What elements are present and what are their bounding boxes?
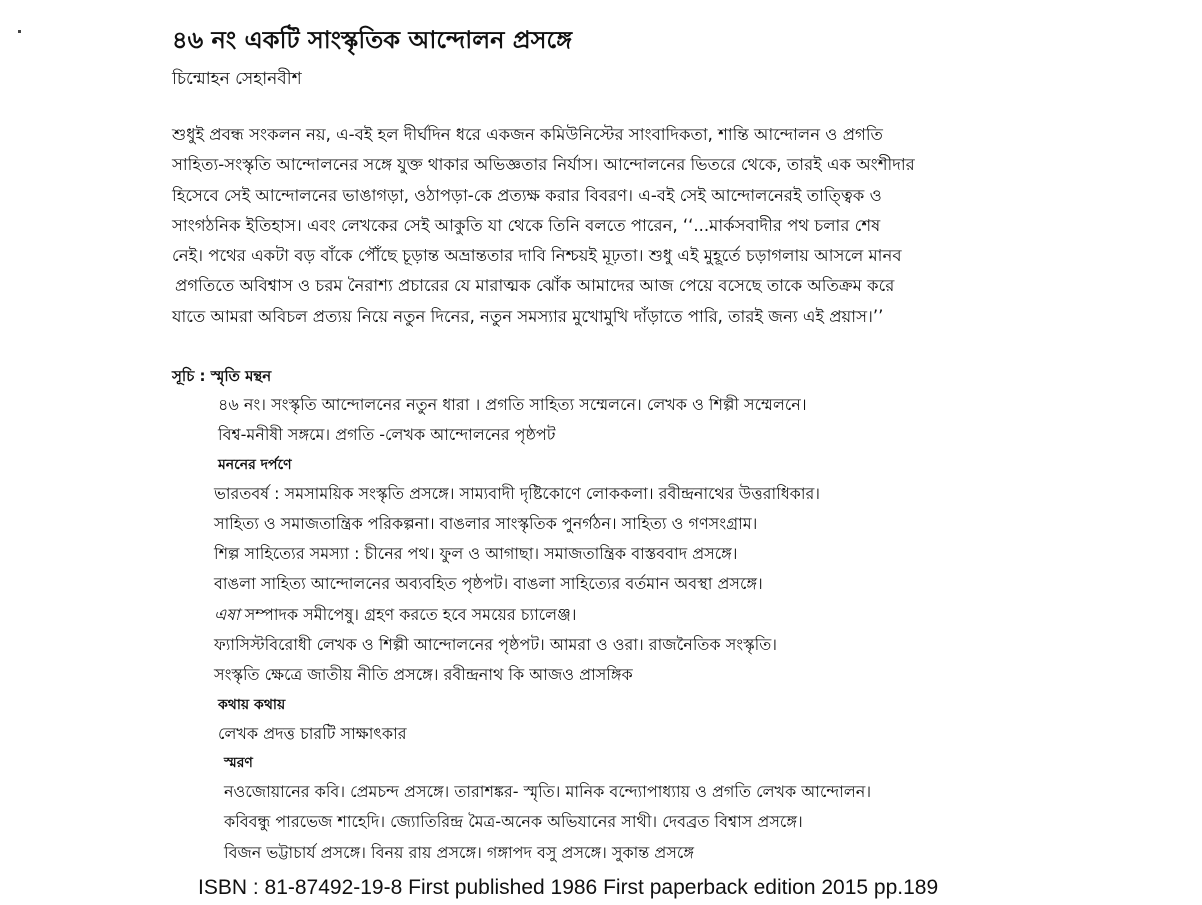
author-name: চিন্মোহন সেহানবীশ: [172, 69, 302, 89]
table-of-contents: [172, 362, 1032, 868]
toc-line: সংস্কৃতি ক্ষেত্রে জাতীয় নীতি প্রসঙ্গে। রবীন্দ্রনাথ কি আজও প্রাসঙ্গিক: [214, 665, 633, 685]
toc-section-interviews: [218, 691, 1032, 749]
paragraph-line: প্রগতিতে অবিশ্বাস ও চরম নৈরাশ্য প্রচারের যে মারাত্মক ঝোঁক আমাদের আজ পেয়ে বসেছে তাকে অতিক্রম করে: [175, 276, 895, 296]
paragraph-line: শুধুই প্রবন্ধ সংকলন নয়, এ-বই হল দীর্ঘদিন ধরে একজন কমিউনিস্টের সাংবাদিকতা, শান্তি আন্দোলন ও প্রগতি: [172, 125, 883, 144]
toc-line: বাঙলা সাহিত্য আন্দোলনের অব্যবহিত পৃষ্ঠপট। বাঙলা সাহিত্যের বর্তমান অবস্থা প্রসঙ্গে।: [214, 574, 763, 594]
toc-line: ৪৬ নং। সংস্কৃতি আন্দোলনের নতুন ধারা । প্রগতি সাহিত্য সম্মেলনে। লেখক ও শিল্পী সম্মেলনে।: [218, 395, 807, 414]
toc-section-remembrance: [224, 749, 1032, 868]
section-heading: মননের দর্পণে: [218, 456, 292, 473]
italic-prefix: এষা: [214, 604, 245, 624]
section-heading: কথায় কথায়: [218, 696, 286, 713]
isbn-footer: ISBN : 81-87492-19-8 First published 1986 First paperback edition 2015 pp.189: [198, 876, 939, 899]
scan-dot: [18, 30, 21, 33]
toc-line: শিল্প সাহিত্যের সমস্যা : চীনের পথ। ফুল ও আগাছা। সমাজতান্ত্রিক বাস্তববাদ প্রসঙ্গে।: [214, 544, 738, 564]
toc-line: বিজন ভট্টাচার্য প্রসঙ্গে। বিনয় রায় প্রসঙ্গে। গঙ্গাপদ বসু প্রসঙ্গে। সুকান্ত প্রসঙ্গে: [224, 842, 694, 862]
toc-line: বিশ্ব-মনীষী সঙ্গমে। প্রগতি -লেখক আন্দোলনের পৃষ্ঠপট: [218, 425, 556, 445]
section-heading: স্মরণ: [224, 754, 253, 771]
description-paragraph: [172, 120, 1032, 332]
toc-section-memory: [218, 390, 1032, 451]
toc-section-reflection: [214, 451, 1032, 691]
toc-line: ভারতবর্ষ : সমসাময়িক সংস্কৃতি প্রসঙ্গে। সাম্যবাদী দৃষ্টিকোণে লোককলা। রবীন্দ্রনাথের উত্তরাধিকার।: [214, 483, 821, 503]
toc-line-text: সম্পাদক সমীপেষু। গ্রহণ করতে হবে সময়ের চ্যালেঞ্জ।: [244, 604, 577, 624]
toc-line: [214, 600, 1032, 630]
toc-line: সাহিত্য ও সমাজতান্ত্রিক পরিকল্পনা। বাঙলার সাংস্কৃতিক পুনর্গঠন। সাহিত্য ও গণসংগ্রাম।: [214, 513, 758, 533]
paragraph-line: নেই। পথের একটা বড় বাঁকে পৌঁছে চূড়ান্ত অভ্রান্ততার দাবি নিশ্চয়ই মূঢ়তা। শুধু এই মুহূর্তে চড়াগলায় আসলে মানব: [172, 246, 902, 266]
paragraph-line: হিসেবে সেই আন্দোলনের ভাঙাগড়া, ওঠাপড়া-কে প্রত্যক্ষ করার বিবরণ। এ-বই সেই আন্দোলনেরই তাত্ত্বিক ও: [172, 185, 882, 205]
toc-line: কবিবন্ধু পারভেজ শাহেদি। জ্যোতিরিন্দ্র মৈত্র-অনেক অভিযানের সাথী। দেবব্রত বিশ্বাস প্রসঙ্গে।: [224, 812, 803, 832]
toc-line: নওজোয়ানের কবি। প্রেমচন্দ প্রসঙ্গে। তারাশঙ্কর- স্মৃতি। মানিক বন্দ্যোপাধ্যায় ও প্রগতি লেখক আন্দোলন।: [224, 781, 872, 801]
toc-line: লেখক প্রদত্ত চারটি সাক্ষাৎকার: [218, 723, 407, 743]
toc-line: ফ্যাসিস্টবিরোধী লেখক ও শিল্পী আন্দোলনের পৃষ্ঠপট। আমরা ও ওরা। রাজনৈতিক সংস্কৃতি।: [214, 635, 777, 655]
paragraph-line: সাংগঠনিক ইতিহাস। এবং লেখকের সেই আকুতি যা থেকে তিনি বলতে পারেন, ‘‘...মার্কসবাদীর পথ চলার শেষ: [172, 215, 881, 235]
page-title: ৪৬ নং একটি সাংস্কৃতিক আন্দোলন প্রসঙ্গে: [172, 26, 573, 54]
paragraph-line: সাহিত্য-সংস্কৃতি আন্দোলনের সঙ্গে যুক্ত থাকার অভিজ্ঞতার নির্যাস। আন্দোলনের ভিতরে থেকে, তারই এক অংশীদার: [172, 155, 915, 175]
toc-heading: সূচি : স্মৃতি মন্থন: [172, 367, 272, 385]
paragraph-line: যাতে আমরা অবিচল প্রত্যয় নিয়ে নতুন দিনের, নতুন সমস্যার মুখোমুখি দাঁড়াতে পারি, তারই জন্য এই প্রয়াস।’’: [172, 306, 884, 326]
